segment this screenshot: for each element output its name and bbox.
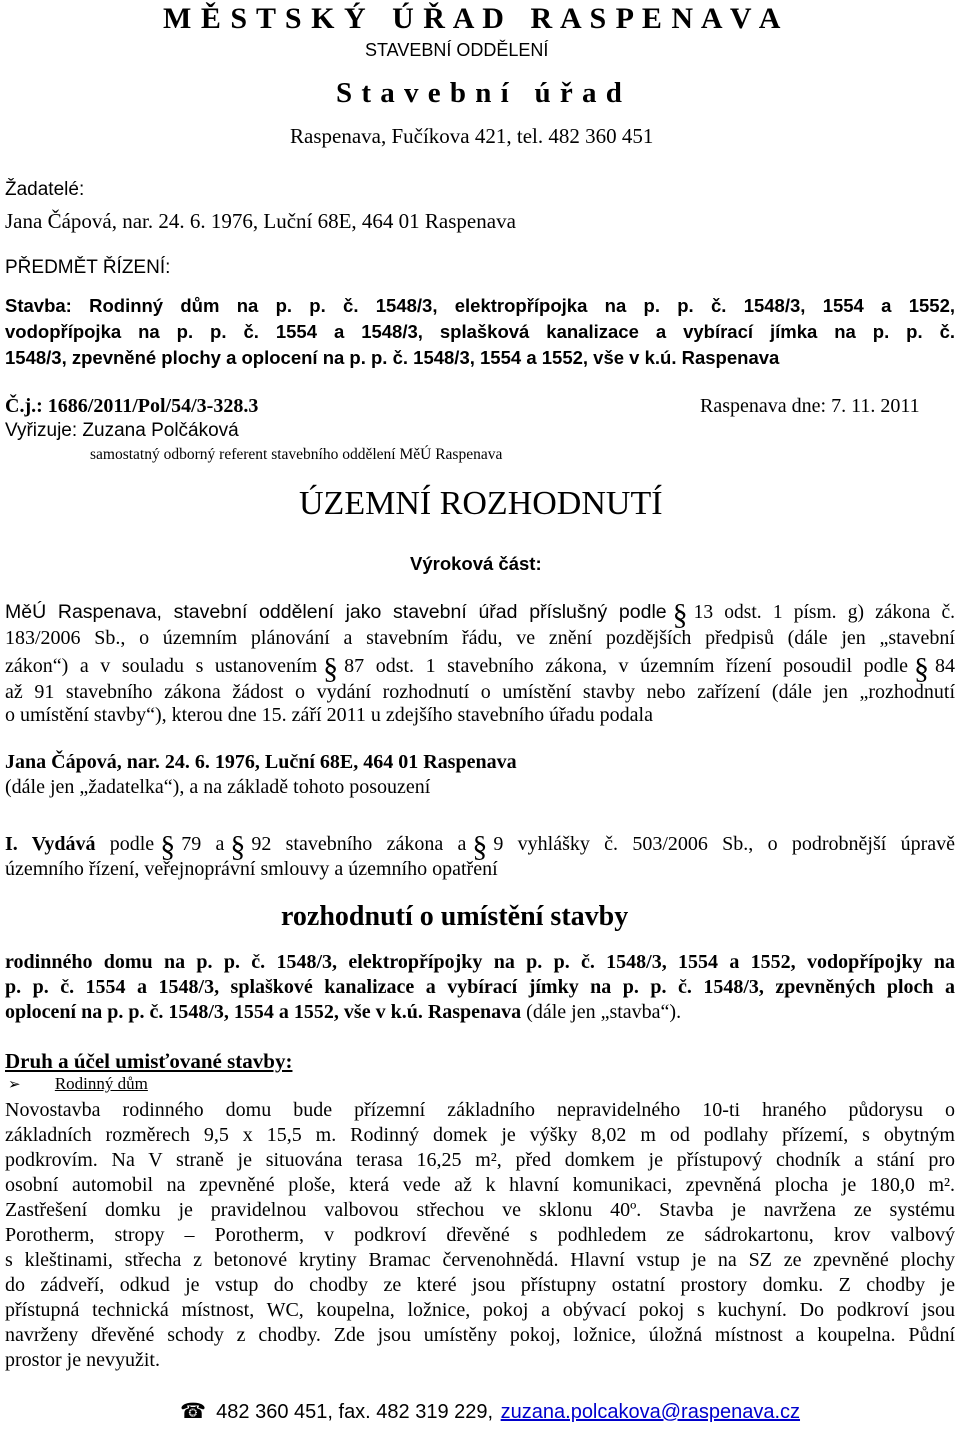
- decision-part: Výroková část:: [410, 553, 542, 574]
- purpose-line: Novostavba rodinného domu bude přízemní základního nepravidelného 10-ti hraného půdorysu o: [5, 1099, 955, 1121]
- object-suffix: (dále jen „stavba“).: [521, 1001, 682, 1023]
- section-sign: §: [914, 652, 930, 685]
- applicant-name: Jana Čápová, nar. 24. 6. 1976, Luční 68E, 464 01 Raspenava: [5, 209, 516, 233]
- object-line: p. p. č. 1554 a 1548/3, splaškové kanalizace a vybírací jímky na p. p. č. 1548/3, zpevněných ploch a: [5, 976, 955, 998]
- purpose-line: Zastřešení domku je pravidelnou valbovou střechou ve sklonu 40º. Stavba je navržena ze systému: [5, 1199, 955, 1221]
- decision-heading: rozhodnutí o umístění stavby: [281, 901, 629, 932]
- decision-text: MěÚ Raspenava, stavební oddělení jako stavební úřad příslušný podle: [5, 601, 667, 623]
- section-sign: §: [230, 830, 246, 863]
- decision-paragraph-line: o umístění stavby“), kterou dne 15. září 2011 u zdejšího stavebního úřadu podala: [5, 704, 653, 726]
- purpose-line: přístupná technická místnost, WC, koupelna, ložnice, pokoj a obývací pokoj s kuchyní. Do podkroví jsou: [5, 1299, 955, 1321]
- object-line: rodinného domu na p. p. č. 1548/3, elektropřípojky na p. p. č. 1548/3, 1554 a 1552, vodopřípojky na: [5, 951, 955, 973]
- issues-text: 9 vyhlášky č. 503/2006 Sb., o podrobnější úpravě: [493, 833, 956, 855]
- decision-paragraph-line: [5, 654, 955, 684]
- purpose-line: do zádveří, odkud je vstup do chodby ze které jsou přístupny ostatní prostory domku. Z chodby je: [5, 1274, 955, 1296]
- section-sign: §: [160, 830, 176, 863]
- applicant-label: Žadatelé:: [5, 179, 85, 200]
- decision-text: 87 odst. 1 stavebního zákona, v územním řízení posoudil podle: [344, 655, 909, 677]
- department-name: STAVEBNÍ ODDĚLENÍ: [365, 40, 549, 60]
- object-line: [5, 1001, 681, 1024]
- bullet-label: Rodinný dům: [54, 1074, 148, 1093]
- authority-title: S t a v e b n í ú ř a d: [336, 77, 623, 109]
- decision-paragraph-line: [5, 600, 955, 630]
- decision-paragraph-line: 183/2006 Sb., o územním plánování a stavebním řádu, ve znění pozdějších předpisů (dále jen „stavební: [5, 627, 955, 649]
- object-text: oplocení na p. p. č. 1548/3, 1554 a 1552, vše v k.ú. Raspenava: [5, 1001, 522, 1023]
- issues-verb: I. Vydává: [5, 833, 96, 855]
- subject-line: vodopřípojka na p. p. č. 1554 a 1548/3, splašková kanalizace a vybírací jímka na p. p. č.: [5, 321, 955, 342]
- purpose-line: prostor je nevyužit.: [5, 1349, 160, 1371]
- issues-text: 92 stavebního zákona a: [251, 833, 467, 855]
- issues-text: podle: [109, 833, 155, 855]
- decision-paragraph-line: až 91 stavebního zákona žádost o vydání rozhodnutí o umístění stavby nebo zařízení (dále jen „rozhodnutí: [5, 681, 955, 703]
- issues-text: 79 a: [181, 833, 225, 855]
- purpose-line: Porotherm, stropy – Porotherm, v podkroví dřevěné s podhledem ze sádrokartonu, krov valbový: [5, 1224, 955, 1246]
- decision-title: ÚZEMNÍ ROZHODNUTÍ: [299, 485, 663, 522]
- bullet-item: [8, 1074, 148, 1094]
- applicant-bold: Jana Čápová, nar. 24. 6. 1976, Luční 68E, 464 01 Raspenava: [5, 751, 517, 773]
- applicant-alias: (dále jen „žadatelka“), a na základě tohoto posouzení: [5, 776, 431, 798]
- decision-text: 84: [935, 655, 956, 677]
- issue-date: [700, 395, 920, 418]
- arrow-bullet-icon: ➢: [8, 1075, 21, 1093]
- office-title: M Ě S T S K Ý Ú Ř A D R A S P E N A V A: [163, 2, 782, 35]
- handler-name: Vyřizuje: Zuzana Polčáková: [5, 420, 239, 441]
- purpose-line: s kleštinami, střecha z betonové krytiny Bramac červenohnědá. Hlavní vstup je na SZ ze zpevněné plochy: [5, 1249, 955, 1271]
- footer-email-link[interactable]: zuzana.polcakova@raspenava.cz: [500, 1401, 801, 1423]
- footer-contact: [180, 1399, 800, 1424]
- section-sign: §: [323, 652, 339, 685]
- purpose-line: navrženy dřevěné schody z chodby. Zde jsou umístěny pokoj, ložnice, úložná místnost a koupelna. Půdní: [5, 1324, 955, 1346]
- issues-line: územního řízení, veřejnoprávní smlouvy a územního opatření: [5, 858, 498, 880]
- purpose-line: základních rozměrech 9,5 x 15,5 m. Rodinný domek je výšky 8,02 m od podlahy přízemí, s obytným: [5, 1124, 955, 1146]
- decision-text: 13 odst. 1 písm. g) zákona č.: [693, 602, 956, 623]
- telephone-icon: ☎: [180, 1399, 207, 1423]
- purpose-line: podkrovím. Na V straně je situována terasa 16,25 m², před domkem je přístupový chodník a stání pro: [5, 1149, 955, 1171]
- footer-contact-text: 482 360 451, fax. 482 319 229,: [216, 1401, 494, 1423]
- office-address: Raspenava, Fučíkova 421, tel. 482 360 451: [290, 124, 654, 148]
- section-sign: §: [672, 598, 688, 631]
- section-sign: §: [472, 830, 488, 863]
- purpose-heading: Druh a účel umisťované stavby:: [5, 1049, 293, 1073]
- handler-role: samostatný odborný referent stavebního oddělení MěÚ Raspenava: [90, 446, 503, 463]
- reference-number: Č.j.: 1686/2011/Pol/54/3-328.3: [5, 395, 259, 417]
- purpose-line: osobní automobil na zpevněné ploše, která vede až k hlavní komunikaci, zpevněná plocha je 180,0 m².: [5, 1174, 955, 1196]
- subject-line: Stavba: Rodinný dům na p. p. č. 1548/3, elektropřípojka na p. p. č. 1548/3, 1554 a 1552,: [5, 295, 955, 316]
- subject-label: PŘEDMĚT ŘÍZENÍ:: [5, 257, 171, 278]
- subject-line: 1548/3, zpevněné plochy a oplocení na p. p. č. 1548/3, 1554 a 1552, vše v k.ú. Raspenava: [5, 347, 780, 368]
- issue-date-text: Raspenava dne: 7. 11. 2011: [700, 395, 920, 417]
- decision-text: zákon“) a v souladu s ustanovením: [5, 655, 318, 677]
